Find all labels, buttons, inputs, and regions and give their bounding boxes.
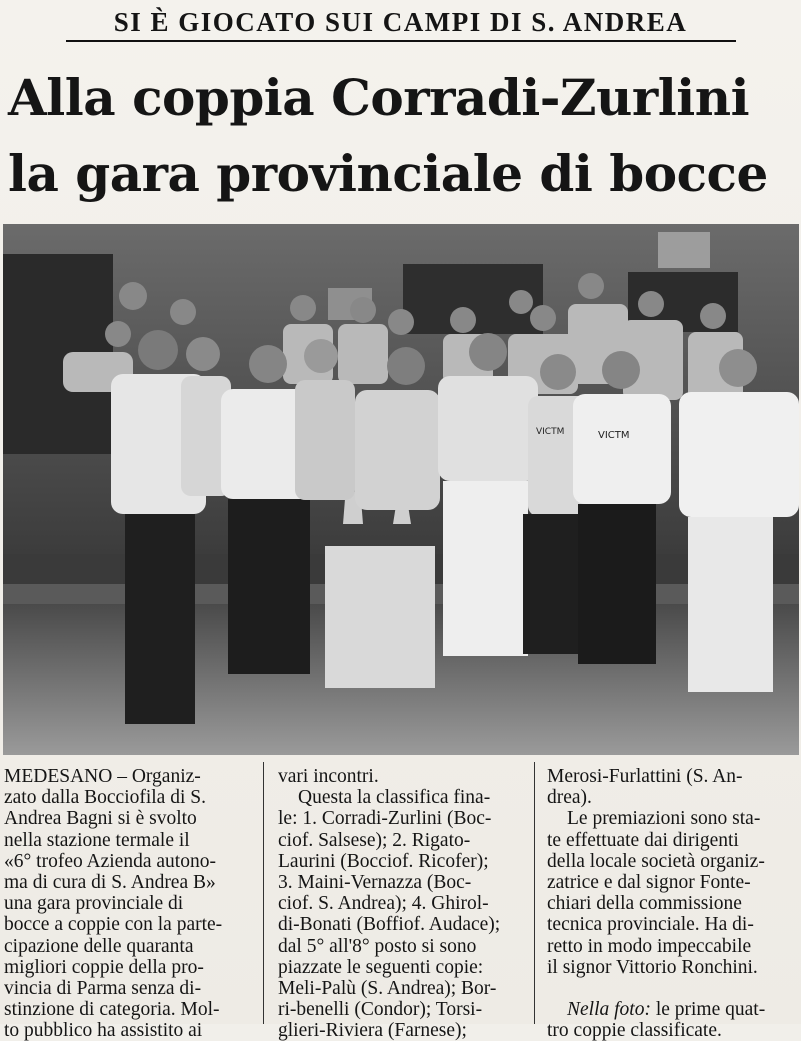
column-divider-1 [263, 762, 264, 1024]
text-line: Le premiazioni sono sta- [567, 808, 761, 830]
photo-caption-label: Nella foto: [567, 999, 651, 1021]
text-line: di-Bonati (Boffiof. Audace); [278, 914, 501, 936]
shirt-print-2: VICTM [598, 430, 630, 441]
trophy-table [325, 546, 435, 688]
column-divider-2 [534, 762, 535, 1024]
text-line: vincia di Parma senza di- [4, 977, 202, 999]
text-line: il signor Vittorio Ronchini. [547, 956, 758, 978]
text-line: una gara provinciale di [4, 893, 184, 915]
text-line: zatrice e dal signor Fonte- [547, 871, 751, 893]
text-line: glieri-Riviera (Farnese); [278, 1020, 467, 1041]
text-line: Laurini (Bocciof. Ricofer); [278, 850, 489, 872]
headline [8, 60, 798, 212]
text-line: migliori coppie della pro- [4, 956, 204, 978]
text-line: Meli-Palù (S. Andrea); Bor- [278, 977, 497, 999]
photo-caption-text: le prime quat- [655, 999, 766, 1021]
text-line: retto in modo impeccabile [547, 935, 752, 957]
text-line: bocce a coppie con la parte- [4, 914, 223, 936]
text-line: le: 1. Corradi-Zurlini (Boc- [278, 808, 492, 830]
headline-line-1: Alla coppia Corradi-Zurlini [8, 68, 750, 127]
headline-line-2: la gara provinciale di bocce [8, 144, 768, 203]
text-line: ciof. S. Andrea); 4. Ghirol- [278, 893, 489, 915]
text-line: della locale società organiz- [547, 850, 765, 872]
text-line: «6° trofeo Azienda autono- [4, 850, 216, 872]
text-line: MEDESANO – Organiz- [4, 766, 201, 787]
text-line [547, 978, 797, 999]
text-line: Questa la classifica fina- [298, 787, 491, 809]
text-line: to pubblico ha assistito ai [4, 1020, 203, 1041]
text-line: piazzate le seguenti copie: [278, 956, 484, 978]
shirt-print-1: VICTM [536, 427, 565, 437]
text-line: 3. Maini-Vernazza (Boc- [278, 871, 472, 893]
article-column-1 [4, 766, 254, 1041]
kicker-underline [66, 40, 736, 42]
text-line: ri-benelli (Condor); Torsi- [278, 999, 483, 1021]
text-line: nella stazione termale il [4, 829, 190, 851]
text-line: te effettuate dai dirigenti [547, 829, 739, 851]
text-line: tro coppie classificate. [547, 1020, 722, 1041]
article-column-2 [278, 766, 528, 1041]
text-line: chiari della commissione [547, 893, 742, 915]
text-line: ciof. Salsese); 2. Rigato- [278, 829, 471, 851]
text-line: vari incontri. [278, 766, 379, 787]
text-line: ma di cura di S. Andrea B» [4, 871, 216, 893]
text-line: zato dalla Bocciofila di S. [4, 787, 206, 809]
text-line: Andrea Bagni si è svolto [4, 808, 197, 830]
text-line: drea). [547, 787, 592, 809]
text-line: tecnica provinciale. Ha di- [547, 914, 754, 936]
article-column-3 [547, 766, 797, 1041]
text-line: dal 5° all'8° posto si sono [278, 935, 477, 957]
photo-caption-line [547, 999, 797, 1020]
text-line: Merosi-Furlattini (S. An- [547, 766, 743, 787]
team-photo [3, 224, 799, 755]
text-line: stinzione di categoria. Mol- [4, 999, 220, 1021]
text-line: cipazione delle quaranta [4, 935, 194, 957]
kicker: SI È GIOCATO SUI CAMPI DI S. ANDREA [113, 7, 688, 37]
